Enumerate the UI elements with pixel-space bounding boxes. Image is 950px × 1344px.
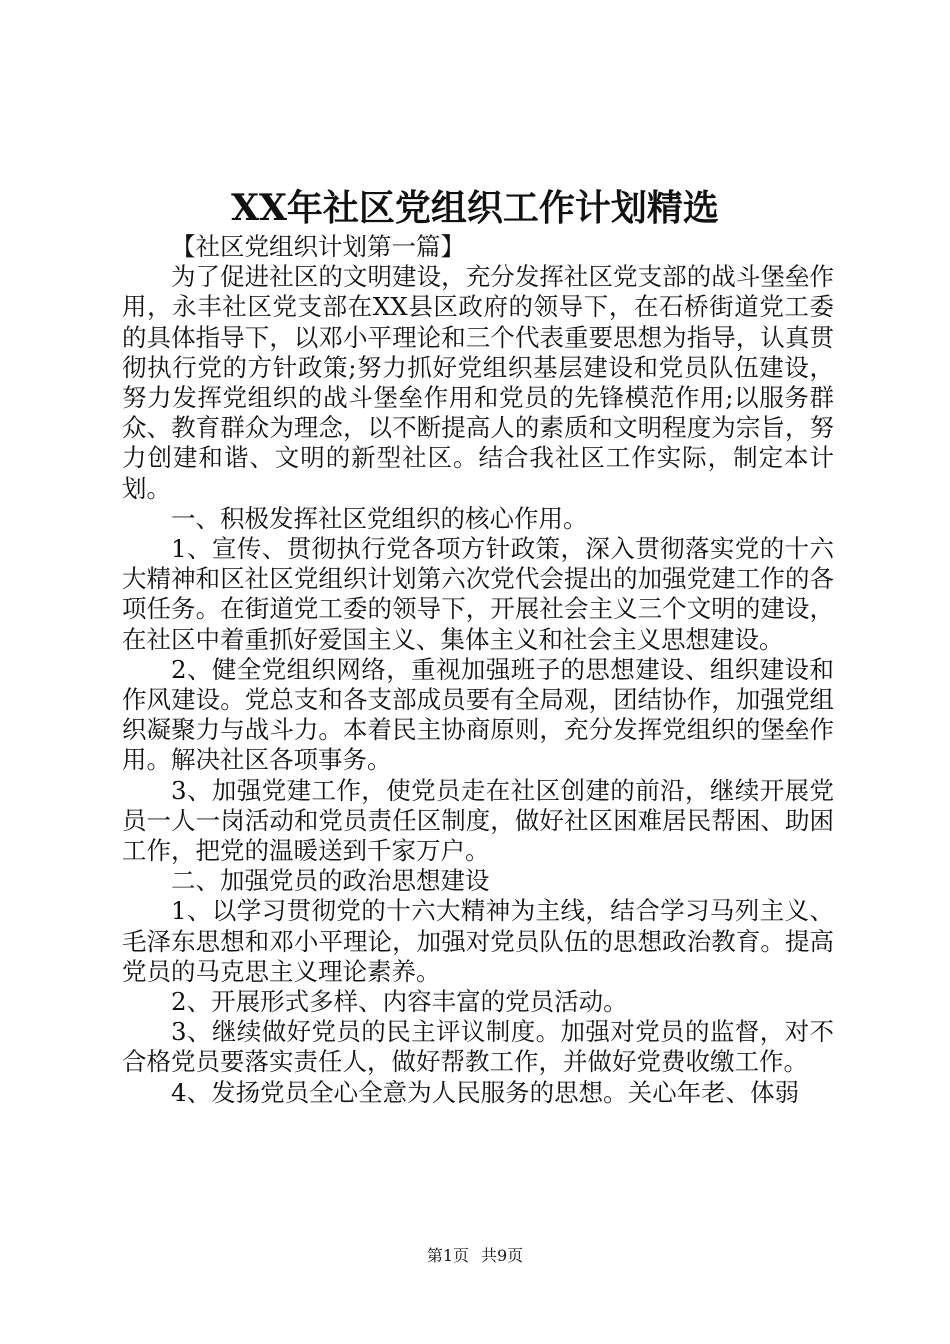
paragraph: 为了促进社区的文明建设，充分发挥社区党支部的战斗堡垒作用，永丰社区党支部在XX县区政府的领导下，在石桥街道党工委的具体指导下，以邓小平理论和三个代表重要思想为指导，认真贯彻执行党的方针政策;努力抓好党组织基层建设和党员队伍建设，努力发挥党组织的战斗堡垒作用和党员的先锋模范作用;以服务群众、教育群众为理念，以不断提高人的素质和文明程度为宗旨，努力创建和谐、文明的新型社区。结合我社区工作实际，制定本计划。: [122, 262, 834, 503]
page-total: 共9页: [481, 1246, 524, 1265]
paragraph: 1、以学习贯彻党的十六大精神为主线，结合学习马列主义、毛泽东思想和邓小平理论，加强对党员队伍的思想政治教育。提高党员的马克思主义理论素养。: [122, 896, 834, 986]
page-number: 第1页: [426, 1246, 469, 1265]
paragraph: 4、发扬党员全心全意为人民服务的思想。关心年老、体弱: [171, 1077, 800, 1107]
paragraph: 1、宣传、贯彻执行党各项方针政策，深入贯彻落实党的十六大精神和区社区党组织计划第六次党代会提出的加强党建工作的各项任务。在街道党工委的领导下，开展社会主义三个文明的建设，在社区中着重抓好爱国主义、集体主义和社会主义思想建设。: [122, 534, 834, 654]
paragraph: 二、加强党员的政治思想建设: [171, 866, 490, 896]
paragraph: 3、加强党建工作，使党员走在社区创建的前沿，继续开展党员一人一岗活动和党员责任区制度，做好社区困难居民帮困、助困工作，把党的温暖送到千家万户。: [122, 775, 834, 866]
paragraph: 2、开展形式多样、内容丰富的党员活动。: [171, 987, 628, 1017]
paragraph: 一、积极发挥社区党组织的核心作用。: [171, 503, 588, 533]
document-body: [122, 232, 834, 1108]
page-footer: [0, 1244, 950, 1268]
paragraph: 3、继续做好党员的民主评议制度。加强对党员的监督，对不合格党员要落实责任人，做好帮教工作，并做好党费收缴工作。: [122, 1017, 834, 1077]
section-heading: 【社区党组织计划第一篇】: [171, 232, 465, 261]
document-title: XX年社区党组织工作计划精选: [231, 187, 719, 229]
paragraph: 2、健全党组织网络，重视加强班子的思想建设、组织建设和作风建设。党总支和各支部成员要有全局观，团结协作，加强党组织凝聚力与战斗力。本着民主协商原则，充分发挥党组织的堡垒作用。解决社区各项事务。: [122, 654, 834, 775]
